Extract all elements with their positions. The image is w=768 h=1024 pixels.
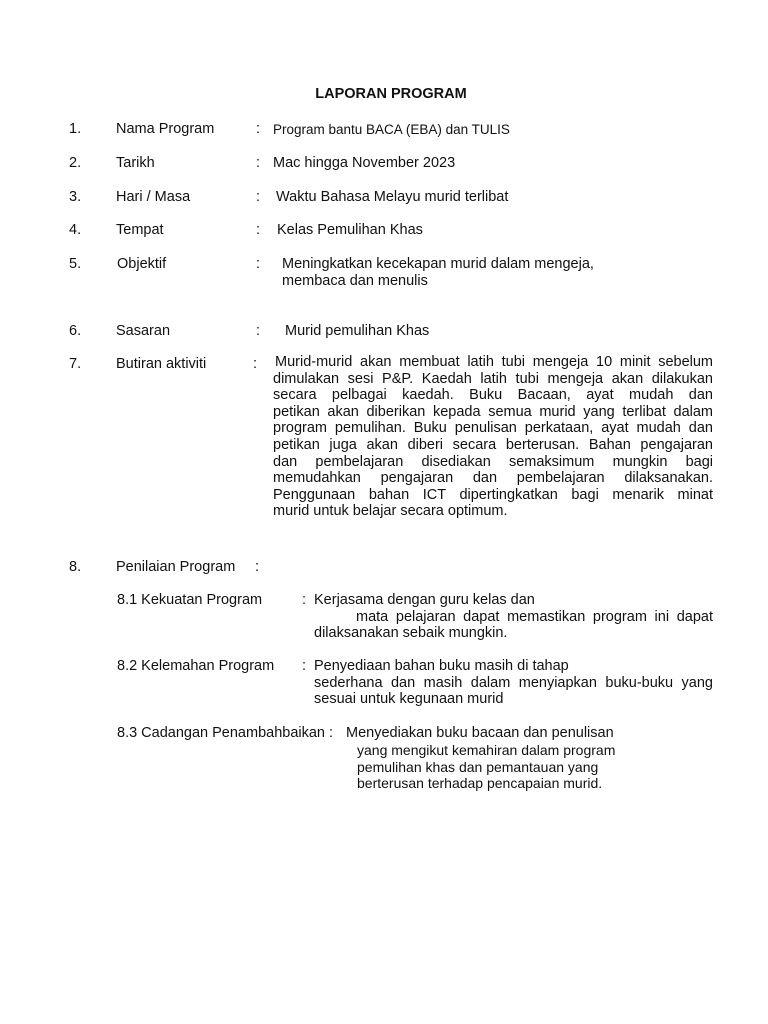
item-label-sasaran: Sasaran [116, 323, 171, 339]
penilaian-label-cadangan: 8.3 Cadangan Penambahbaikan : [117, 725, 334, 741]
text-line: mata pelajaran dapat memastikan program ini dapat [356, 608, 713, 625]
paragraph-line: petikan juga akan diberi secara berterusan. Bahan pengajaran [273, 436, 713, 453]
text-line: yang mengikut kemahiran dalam program [357, 742, 616, 758]
penilaian-kekuatan-text [314, 592, 713, 642]
item-number-6: 6. [69, 323, 82, 339]
item-colon: : [256, 222, 261, 238]
paragraph-line: murid untuk belajar secara optimum. [273, 503, 508, 520]
item-number-8: 8. [69, 559, 82, 575]
penilaian-cadangan-text [357, 742, 717, 792]
item-colon: : [256, 323, 261, 339]
item-value-tempat: Kelas Pemulihan Khas [277, 222, 423, 238]
item-label-penilaian-program: Penilaian Program [116, 559, 236, 575]
item-colon: : [256, 155, 261, 171]
penilaian-cadangan-line: Menyediakan buku bacaan dan penulisan [346, 725, 614, 741]
item-label-nama-program: Nama Program [116, 121, 215, 137]
paragraph-line: memudahkan pengajaran dan pembelajaran dilaksanakan. [273, 470, 713, 487]
item-value-nama-program: Program bantu BACA (EBA) dan TULIS [273, 122, 510, 137]
item-value-sasaran: Murid pemulihan Khas [285, 323, 430, 339]
paragraph-line: Murid-murid akan membuat latih tubi mengeja 10 minit sebelum [275, 354, 713, 370]
penilaian-colon: : [302, 658, 307, 674]
penilaian-label-kelemahan: 8.2 Kelemahan Program [117, 658, 275, 674]
item-value-hari-masa: Waktu Bahasa Melayu murid terlibat [276, 189, 509, 205]
item-value-objektif-line: membaca dan menulis [282, 273, 428, 289]
item-number-1: 1. [69, 121, 82, 137]
butiran-aktiviti-paragraph [273, 354, 713, 520]
paragraph-line: petikan akan diberikan kepada semua murid yang terlibat dalam [273, 403, 713, 420]
text-line: Kerjasama dengan guru kelas dan [314, 592, 535, 608]
item-number-3: 3. [69, 189, 82, 205]
text-line: pemulihan khas dan pemantauan yang [357, 758, 599, 775]
item-value-objektif-line: Meningkatkan kecekapan murid dalam mengeja, [282, 256, 594, 272]
penilaian-kelemahan-text [314, 658, 713, 708]
paragraph-line: program pemulihan. Buku penulisan perkataan, ayat mudah dan [273, 420, 713, 437]
paragraph-line: Penggunaan bahan ICT dipertingkatkan bagi menarik minat [273, 486, 713, 503]
item-label-objektif: Objektif [117, 256, 167, 272]
text-line: Penyediaan bahan buku masih di tahap [314, 658, 569, 674]
item-colon: : [255, 559, 260, 575]
text-line: sederhana dan masih dalam menyiapkan buku-buku yang [314, 674, 713, 691]
item-number-5: 5. [69, 256, 82, 272]
paragraph-line: dimulakan sesi P&P. Kaedah latih tubi mengeja akan dilakukan [273, 370, 713, 387]
item-colon: : [256, 121, 261, 137]
item-number-7: 7. [69, 356, 82, 372]
text-line: berterusan terhadap pencapaian murid. [357, 775, 603, 792]
item-label-butiran-aktiviti: Butiran aktiviti [116, 356, 207, 372]
paragraph-line: dan pembelajaran disediakan semaksimum mungkin bagi [273, 453, 713, 470]
item-number-4: 4. [69, 222, 82, 238]
item-label-hari-masa: Hari / Masa [116, 189, 191, 205]
text-line: dilaksanakan sebaik mungkin. [314, 625, 508, 642]
penilaian-label-kekuatan: 8.1 Kekuatan Program [117, 592, 263, 608]
item-label-tarikh: Tarikh [116, 155, 155, 171]
item-colon: : [256, 189, 261, 205]
item-colon: : [253, 356, 258, 372]
text-line: sesuai untuk kegunaan murid [314, 691, 504, 708]
item-value-tarikh: Mac hingga November 2023 [273, 155, 456, 171]
document-title: LAPORAN PROGRAM [315, 86, 467, 102]
item-colon: : [256, 256, 261, 272]
item-number-2: 2. [69, 155, 82, 171]
paragraph-line: secara pelbagai kaedah. Buku Bacaan, ayat mudah dan [273, 387, 713, 404]
penilaian-colon: : [302, 592, 307, 608]
item-label-tempat: Tempat [116, 222, 164, 238]
